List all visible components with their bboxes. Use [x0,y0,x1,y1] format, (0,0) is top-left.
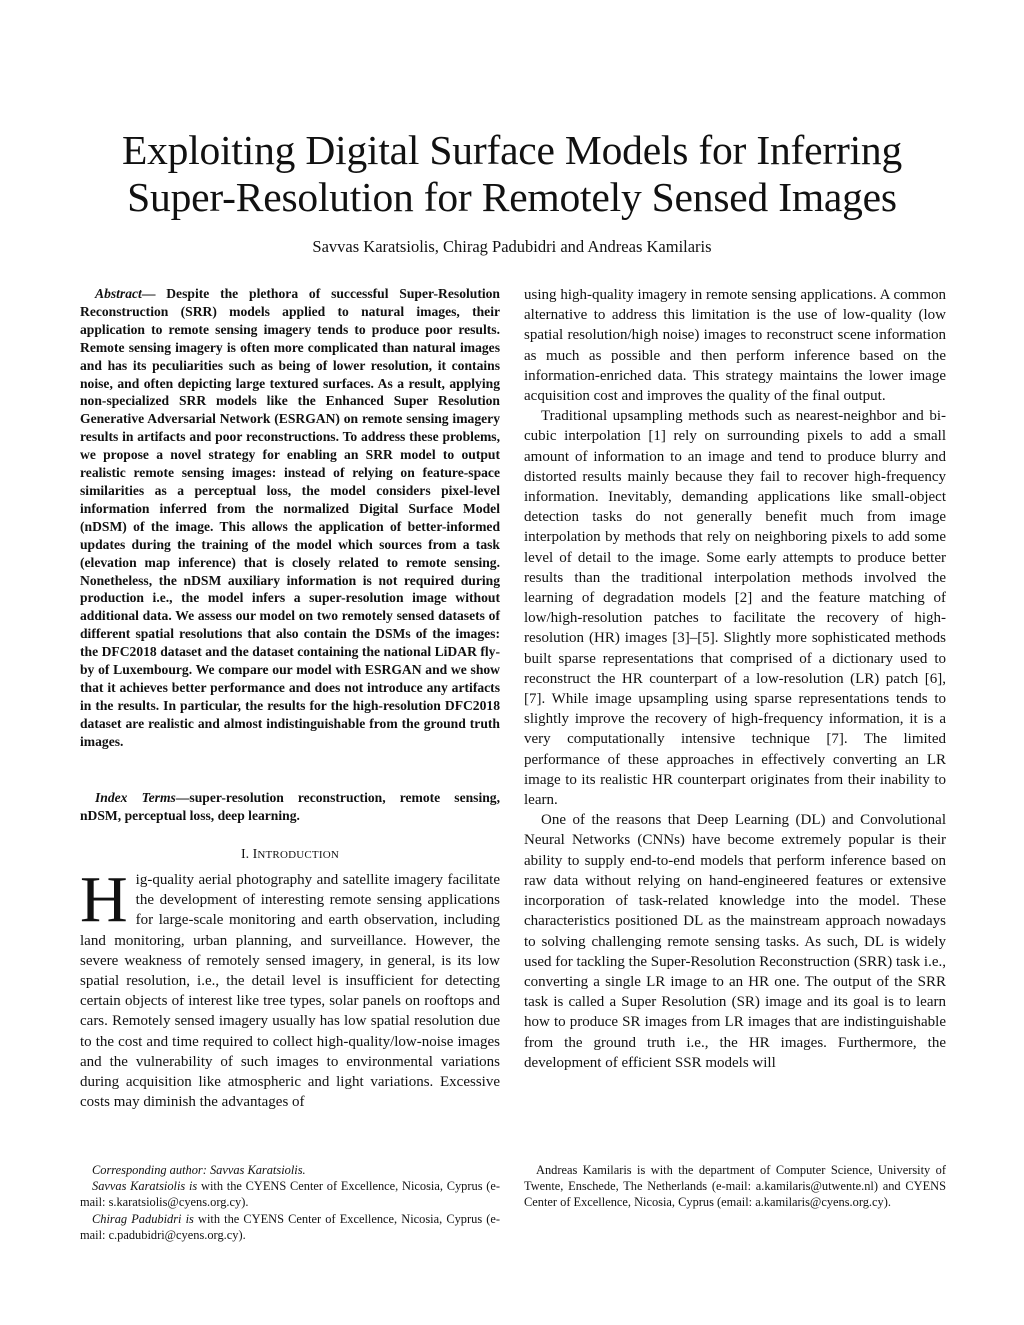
right-paragraph-3: One of the reasons that Deep Learning (DL) and Convolutional Neural Networks (CNNs) have become extremely popular is their ability to supply end-to-end models that perform inference based on raw data without relying on hand-engineered features or extensive incorporation of task-related knowledge into the model. These characteristics positioned DL as the mainstream approach nowadays to solving challenging remote sensing tasks. As such, DL is widely used for tackling the Super-Resolution Reconstruction (SRR) task i.e., converting a single LR image to an HR one. The output of the SRR task is called a Super Resolution (SR) image and its goal is to learn how to produce SR images from LR images that are indistinguishable from the ground truth i.e., the HR images. Furthermore, the development of efficient SSR models will [524,812,946,1071]
intro-left-paragraph [80,863,500,1112]
index-terms-text: —super-resolution reconstruction, remote sensing, nDSM, perceptual loss, deep learning. [80,790,500,823]
footnote-author-1 [80,1178,500,1210]
footnote-author-2-text: with the CYENS Center of Excellence, Nicosia, Cyprus (e-mail: c.padubidri@cyens.org.cy). [80,1211,501,1242]
right-column-body [524,285,946,1073]
abstract-label: Abstract [95,286,142,301]
title-line-2: Super-Resolution for Remotely Sensed Images [127,174,897,220]
author-list: Savvas Karatsiolis, Chirag Padubidri and Andreas Kamilaris [312,237,712,256]
index-terms [80,789,500,825]
right-paragraph-2: Traditional upsampling methods such as nearest-neighbor and bi-cubic interpolation [1] rely on surrounding pixels to add a small amount of information to an image and tend to produce blurry and distorted results mainly because they fail to recover high-frequency information. Inevitably, demanding applications like small-object detection tasks do not generally benefit much from image interpolation by methods that rely on neighboring pixels to add some level of detail to the image. Some early attempts to produce better results than the traditional interpolation methods involved the learning of degradation models [2] and the feature matching of low/high-resolution patches to facilitate the recovery of high-resolution (HR) images [3]–[5]. Slightly more sophisticated methods built sparse representations that comprised of a dictionary used to reconstruct the HR counterpart of a low-resolution (LR) patch [6], [7]. While image upsampling using sparse representations tends to slightly improve the recovery of high-frequency information, it is a very computationally intensive technique [7]. The limited performance of these approaches in effectively converting an LR image to its realistic HR counterpart originates from their inability to learn. [524,408,946,809]
section-title-rest: NTRODUCTION [257,849,339,861]
paper-title [80,127,944,221]
section-number: I. I [241,847,258,862]
footnotes-left [80,1162,500,1243]
abstract-text: — Despite the plethora of successful Super-Resolution Reconstruction (SRR) models applied to natural images, their application to remote sensing imagery tends to produce poor results. Remote sensing imagery is often more complicated than natural images and has its peculiarities such as being of lower resolution, it contains noise, and often depicting large textured surfaces. As a result, applying non-specialized SRR models like the Enhanced Super Resolution Generative Adversarial Network (ESRGAN) on remote sensing imagery results in artifacts and poor reconstructions. To address these problems, we propose a novel strategy for enabling an SRR model to output realistic remote sensing images: instead of relying on feature-space similarities as a perceptual loss, the model considers pixel-level information inferred from the normalized Digital Surface Model (nDSM) of the image. This allows the application of better-informed updates during the training of the model which sources from a task (elevation map inference) that is closely related to remote sensing. Nonetheless, the nDSM auxiliary information is not required during production i.e., the model infers a super-resolution image without additional data. We assess our model on two remotely sensed datasets of different spatial resolutions that also contain the DSMs of the images: the DFC2018 dataset and the dataset containing the national LiDAR fly-by of Luxembourg. We compare our model with ESRGAN and we show that it achieves better performance and does not introduce any artifacts in the results. In particular, the results for the high-resolution DFC2018 dataset are realistic and almost indistinguishable from the ground truth images. [80,286,500,749]
drop-cap: H [80,863,128,936]
footnote-corresponding-author: Corresponding author: Savvas Karatsiolis. [92,1163,306,1177]
abstract [80,285,500,751]
section-heading-introduction [80,846,500,864]
footnote-author-1-name: Savvas Karatsiolis is [92,1179,198,1194]
index-terms-label: Index Terms [95,790,176,805]
footnote-author-2-name: Chirag Padubidri is [92,1211,194,1226]
footnote-author-1-text: with the CYENS Center of Excellence, Nicosia, Cyprus (e-mail: s.karatsiolis@cyens.org.cy). [80,1179,501,1210]
footnote-author-2 [80,1211,500,1243]
footnotes-right [524,1162,946,1211]
intro-left-text: ig-quality aerial photography and satellite imagery facilitate the development of interesting remote sensing applications for large-scale monitoring and earth observation, including land monitoring, urban planning, and surveillance. However, the severe weakness of remotely sensed imagery, in general, is its low spatial resolution, i.e., the detail level is insufficient for detecting certain objects of interest like tree types, solar panels on rooftops and cars. Remotely sensed imagery usually has low spatial resolution due to the cost and time required to collect high-quality/low-noise images and the vulnerability of such images to environmental variations during acquisition like atmospheric and light variations. Excessive costs may diminish the advantages of [80,872,500,1111]
right-paragraph-1: using high-quality imagery in remote sensing applications. A common alternative to address this limitation is the use of low-quality (low spatial resolution/high noise) images to reconstruct scene information as much as possible and then perform inference based on the information-enriched data. This strategy maintains the lower image acquisition cost and improves the quality of the final output. [524,287,946,405]
title-line-1: Exploiting Digital Surface Models for Inferring [121,127,903,173]
footnote-author-3: Andreas Kamilaris is with the department of Computer Science, University of Twente, Enschede, The Netherlands (e-mail: a.kamilaris@utwente.nl) and CYENS Center of Excellence, Nicosia, Cyprus (email: a.kamilaris@cyens.org.cy). [524,1163,946,1210]
